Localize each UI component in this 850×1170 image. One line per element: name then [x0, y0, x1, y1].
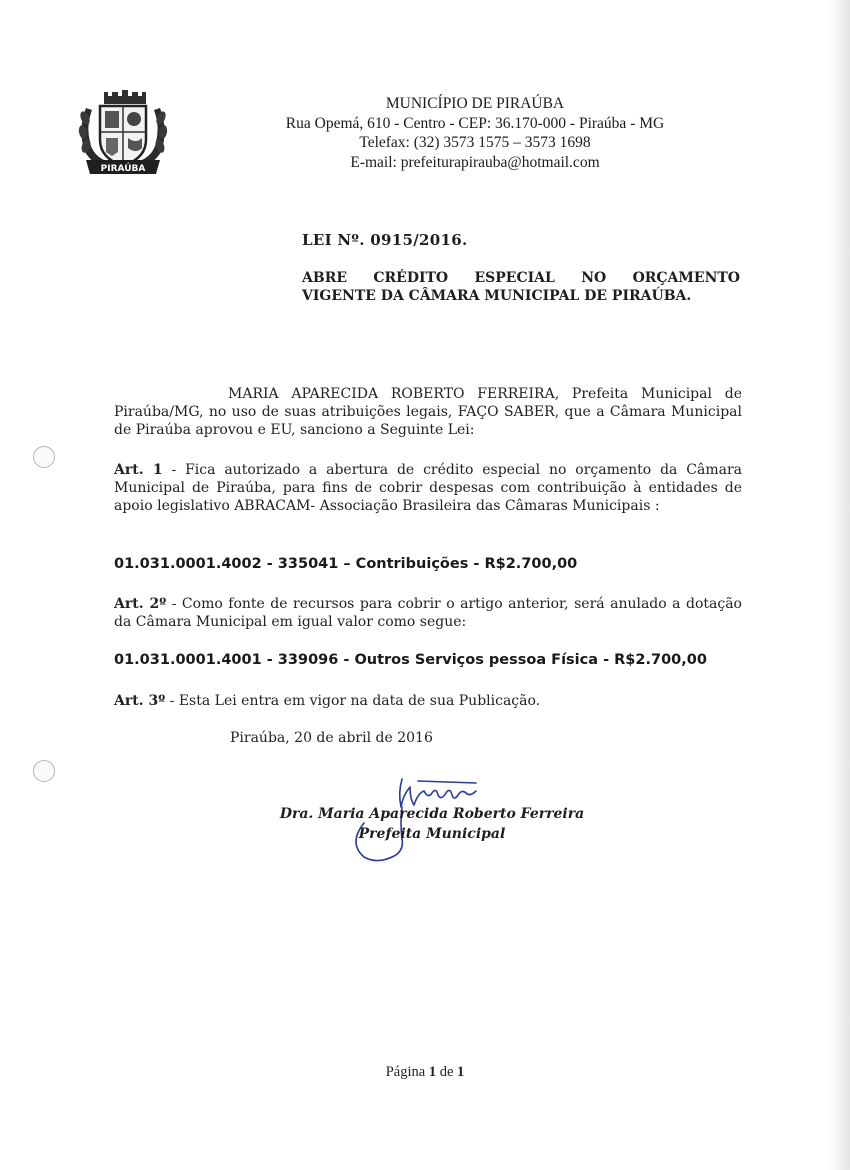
page-prefix: Página — [385, 1064, 429, 1080]
article-2 — [114, 595, 742, 631]
page-total: 1 — [457, 1064, 465, 1080]
article-2-label: Art. 2º — [114, 596, 167, 612]
article-2-text: - Como fonte de recursos para cobrir o artigo anterior, será anulado a dotação da Câmara Municipal em igual valor como segue: — [114, 596, 742, 630]
municipal-crest-icon — [76, 88, 170, 178]
ementa-line-1: ABRE CRÉDITO ESPECIAL NO ORÇAMENTO — [302, 270, 740, 286]
budget-code-1: 01.031.0001.4002 - 335041 – Contribuições - R$2.700,00 — [114, 556, 578, 572]
municipality-address: Rua Opemá, 610 - Centro - CEP: 36.170-000 - Piraúba - MG — [285, 114, 665, 132]
municipality-phone: Telefax: (32) 3573 1575 – 3573 1698 — [359, 134, 591, 151]
law-number: LEI Nº. 0915/2016. — [302, 231, 468, 249]
page-edge-shadow — [828, 0, 850, 1170]
page-current: 1 — [428, 1064, 437, 1080]
article-1-label: Art. 1 — [114, 462, 163, 478]
law-ementa — [302, 269, 740, 305]
signer-role: Prefeita Municipal — [358, 826, 506, 842]
article-3-label: Art. 3º — [114, 693, 166, 709]
signature-block — [262, 804, 602, 844]
article-3-text: - Esta Lei entra em vigor na data de sua Publicação. — [165, 693, 541, 709]
page-middle: de — [436, 1064, 458, 1080]
article-3 — [114, 692, 742, 710]
crest-banner-text: PIRAÚBA — [100, 164, 146, 174]
municipality-email: E-mail: prefeiturapirauba@hotmail.com — [350, 153, 600, 171]
punch-hole-top — [33, 446, 55, 468]
article-1-text: - Fica autorizado a abertura de crédito especial no orçamento da Câmara Municipal de Piraúba, para fins de cobrir despesas com contribuição à entidades de apoio legislativo ABRACAM- Associação Brasileira das Câmaras Municipais : — [114, 462, 742, 514]
budget-code-2: 01.031.0001.4001 - 339096 - Outros Serviços pessoa Física - R$2.700,00 — [114, 652, 707, 668]
page-footer — [0, 1064, 850, 1081]
letterhead — [250, 94, 700, 172]
article-1 — [114, 461, 742, 515]
ementa-line-2: VIGENTE DA CÂMARA MUNICIPAL DE PIRAÚBA. — [302, 288, 692, 304]
intro-paragraph: MARIA APARECIDA ROBERTO FERREIRA, Prefeita Municipal de Piraúba/MG, no uso de suas atribuições legais, FAÇO SABER, que a Câmara Municipal de Piraúba aprovou e EU, sanciono a Seguinte Lei: — [114, 386, 742, 438]
signer-name: Dra. Maria Aparecida Roberto Ferreira — [279, 806, 585, 822]
place-date: Piraúba, 20 de abril de 2016 — [230, 730, 433, 746]
municipality-title: MUNICÍPIO DE PIRAÚBA — [385, 95, 565, 112]
punch-hole-bottom — [33, 760, 55, 782]
